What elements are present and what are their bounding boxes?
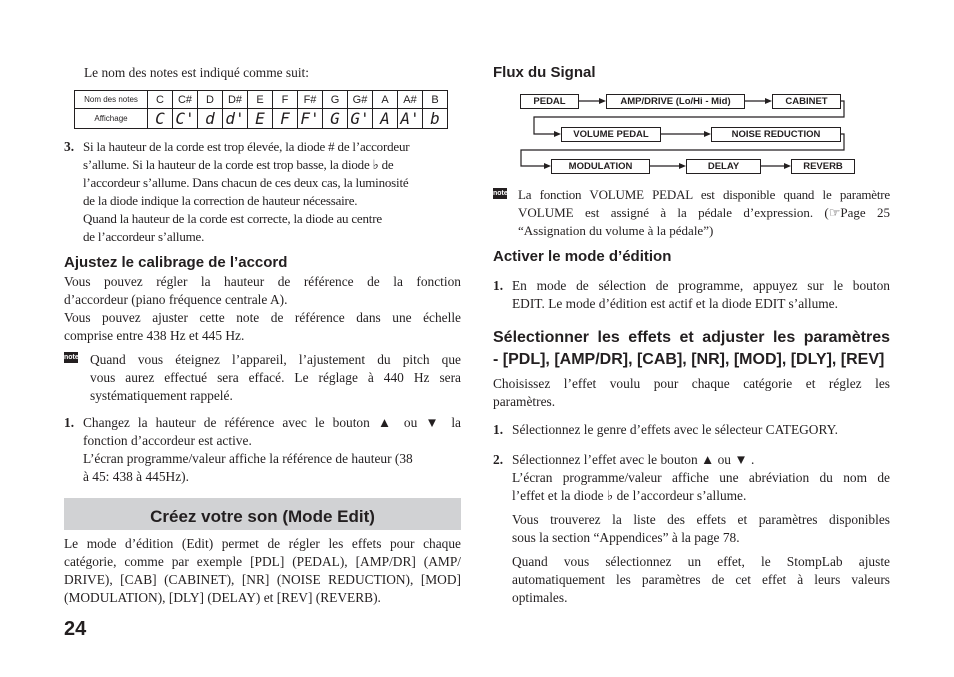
step3-line: s’allume. Si la hauteur de la corde est trop basse, la diode ♭ de <box>83 157 394 172</box>
note-cell: G <box>323 91 348 109</box>
notes-intro: Le nom des notes est indiqué comme suit: <box>84 65 309 80</box>
text-line: vous aurez effectué sera effacé. Le réglage à 440 Hz sera <box>90 370 461 385</box>
step-1-activate <box>493 277 890 313</box>
text-line: Vous pouvez régler la hauteur de référence de la fonction <box>64 274 461 289</box>
text-line: paramètres. <box>493 394 556 409</box>
text-line: En mode de sélection de programme, appuyez sur le bouton <box>512 278 890 293</box>
note-cell: D <box>198 91 223 109</box>
step3-line: l’accordeur s’allume. Dans chacun de ces deux cas, la luminosité <box>83 175 409 190</box>
text-line: catégorie, comme par exemple [PDL] (PEDAL), [AMP/DR] (AMP/ <box>64 554 461 569</box>
display-cell: A' <box>398 109 423 129</box>
page-number: 24 <box>64 618 87 640</box>
text-line: comprise entre 438 Hz et 445 Hz. <box>64 328 245 343</box>
table-header-display: Affichage <box>75 109 148 129</box>
step-number: 1. <box>493 422 504 437</box>
text-line: Vous pouvez ajuster cette note de référence dans une échelle <box>64 310 461 325</box>
step-number: 1. <box>64 415 75 430</box>
step-number: 2. <box>493 452 504 467</box>
text-line: L’écran programme/valeur affiche la référence de hauteur (38 <box>83 451 413 466</box>
step3-line: Quand la hauteur de la corde est correcte, la diode au centre <box>83 211 382 226</box>
display-cell: E <box>248 109 273 129</box>
table-header-note-names: Nom des notes <box>75 91 148 109</box>
display-cell: A <box>373 109 398 129</box>
text-line: Le mode d’édition (Edit) permet de régler les effets pour chaque <box>64 536 461 551</box>
text-line: (MODULATION), [DLY] (DELAY) et [REV] (REVERB). <box>64 590 381 605</box>
note-cell: C <box>148 91 173 109</box>
note-cell: G# <box>348 91 373 109</box>
display-cell: d <box>198 109 223 129</box>
select-effects-heading <box>493 327 890 371</box>
text-line: fonction d’accordeur est active. <box>83 433 252 448</box>
heading-line: - [PDL], [AMP/DR], [CAB], [NR], [MOD], [DLY], [REV] <box>493 351 885 368</box>
display-cell: F <box>273 109 298 129</box>
step-number: 1. <box>493 278 504 293</box>
display-cell: G <box>323 109 348 129</box>
activate-edit-heading: Activer le mode d’édition <box>493 248 672 265</box>
flow-box-delay: DELAY <box>686 159 761 174</box>
note-cell: F# <box>298 91 323 109</box>
signal-flow-heading: Flux du Signal <box>493 64 596 81</box>
text-line: systématiquement rappelé. <box>90 388 233 403</box>
note-cell: A <box>373 91 398 109</box>
text-line: EDIT. Le mode d’édition est actif et la diode EDIT s’allume. <box>512 296 838 311</box>
text-line: La fonction VOLUME PEDAL est disponible quand le paramètre <box>518 187 890 202</box>
note-cell: B <box>423 91 448 109</box>
note-cell: C# <box>173 91 198 109</box>
step-2-select <box>493 451 890 611</box>
display-cell: C <box>148 109 173 129</box>
display-cell: d' <box>223 109 248 129</box>
calibration-heading: Ajustez le calibrage de l’accord <box>64 254 288 271</box>
text-line: Quand vous sélectionnez un effet, le StompLab ajuste <box>512 554 890 569</box>
select-effects-paragraph <box>493 375 890 411</box>
flow-box-noise-reduction: NOISE REDUCTION <box>711 127 841 142</box>
text-line: Sélectionnez l’effet avec le bouton ▲ ou ▼ . <box>512 452 755 467</box>
text-line: VOLUME est assigné à la pédale d’expression. (☞Page 25 <box>518 205 890 220</box>
flow-note <box>518 186 890 240</box>
text-line: Sélectionnez le genre d’effets avec le sélecteur CATEGORY. <box>512 422 838 437</box>
flow-box-volume-pedal: VOLUME PEDAL <box>561 127 661 142</box>
note-cell: F <box>273 91 298 109</box>
flow-box-cabinet: CABINET <box>772 94 841 109</box>
section-title: Créez votre son (Mode Edit) <box>150 507 375 526</box>
display-cell: F' <box>298 109 323 129</box>
text-line: l’effet et la diode ♭ de l’accordeur s’allume. <box>512 488 747 503</box>
step3-line: de l’accordeur s’allume. <box>83 229 205 244</box>
text-line: optimales. <box>512 590 568 605</box>
flow-box-amp-drive: AMP/DRIVE (Lo/Hi - Mid) <box>606 94 745 109</box>
text-line: Quand vous éteignez l’appareil, l’ajustement du pitch que <box>90 352 461 367</box>
text-line: Changez la hauteur de référence avec le bouton ▲ ou ▼ la <box>83 415 461 430</box>
flow-box-modulation: MODULATION <box>551 159 650 174</box>
note-icon: note <box>64 354 79 361</box>
step3-line: de la diode indique la correction de hauteur nécessaire. <box>83 193 358 208</box>
text-line: sous la section “Appendices” à la page 78. <box>512 530 740 545</box>
text-line: L’écran programme/valeur affiche une abréviation du nom de <box>512 470 890 485</box>
display-cell: C' <box>173 109 198 129</box>
text-line: “Assignation du volume à la pédale”) <box>518 223 714 238</box>
text-line: DRIVE), [CAB] (CABINET), [NR] (NOISE REDUCTION), [MOD] <box>64 572 461 587</box>
step-number: 3. <box>64 139 75 154</box>
step-1-select <box>493 421 890 439</box>
note-cell: D# <box>223 91 248 109</box>
heading-line: Sélectionner les effets et adjuster les paramètres <box>493 329 890 346</box>
text-line: Vous trouverez la liste des effets et paramètres disponibles <box>512 512 890 527</box>
note-cell: A# <box>398 91 423 109</box>
text-line: d’accordeur (piano fréquence centrale A). <box>64 292 288 307</box>
text-line: à 45: 438 à 445Hz). <box>83 469 189 484</box>
flow-box-pedal: PEDAL <box>520 94 579 109</box>
step3-line: Si la hauteur de la corde est trop élevée, la diode # de l’accordeur <box>83 139 410 154</box>
note-cell: E <box>248 91 273 109</box>
display-cell: G' <box>348 109 373 129</box>
text-line: automatiquement les paramètres de cet effet à leurs valeurs <box>512 572 890 587</box>
note-icon: note <box>493 190 508 197</box>
text-line: Choisissez l’effet voulu pour chaque catégorie et réglez les <box>493 376 890 391</box>
flow-box-reverb: REVERB <box>791 159 855 174</box>
display-cell: b <box>423 109 448 129</box>
